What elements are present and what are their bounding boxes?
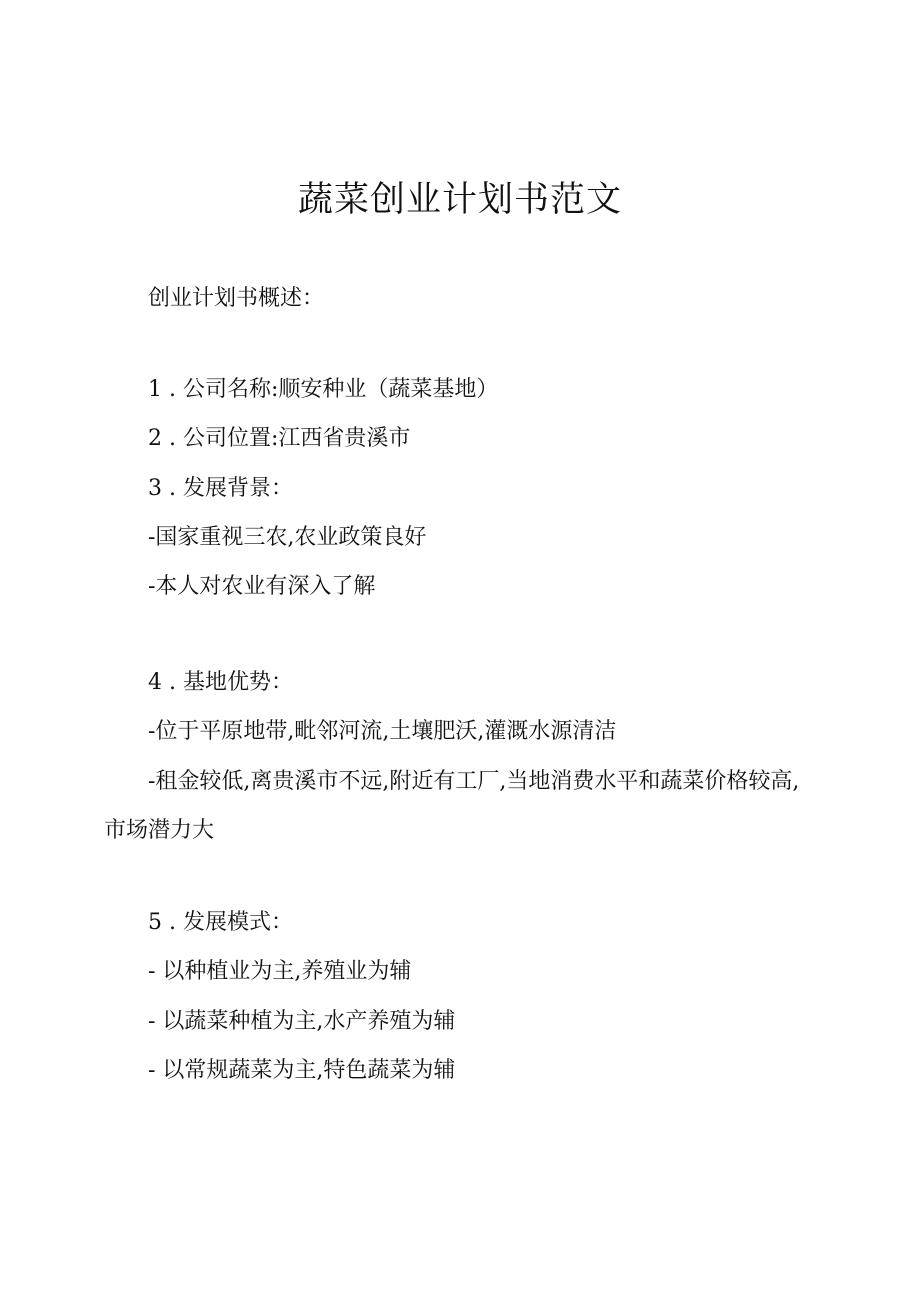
advantage-point-location: -位于平原地带,毗邻河流,土壤肥沃,灌溉水源清洁 xyxy=(148,719,617,744)
background-point-knowledge: -本人对农业有深入了解 xyxy=(148,574,376,599)
advantage-point-market: -租金较低,离贵溪市不远,附近有工厂,当地消费水平和蔬菜价格较高,市场潜力大 xyxy=(104,769,800,843)
model-point-vegetables: - 以蔬菜种植为主,水产养殖为辅 xyxy=(148,1009,456,1034)
item-company-name: 1 . 公司名称:顺安种业（蔬菜基地） xyxy=(148,377,499,402)
item-development-background: 3 . 发展背景： xyxy=(148,476,293,501)
item-company-location: 2 . 公司位置:江西省贵溪市 xyxy=(148,426,411,451)
model-point-specialty: - 以常规蔬菜为主,特色蔬菜为辅 xyxy=(148,1058,456,1083)
overview-heading: 创业计划书概述： xyxy=(148,286,325,311)
background-point-policy: -国家重视三农,农业政策良好 xyxy=(148,525,427,550)
item-development-model: 5 . 发展模式： xyxy=(148,910,293,935)
item-base-advantages: 4 . 基地优势： xyxy=(148,670,293,695)
model-point-planting: - 以种植业为主,养殖业为辅 xyxy=(148,959,412,984)
document-title: 蔬菜创业计划书范文 xyxy=(297,180,622,220)
